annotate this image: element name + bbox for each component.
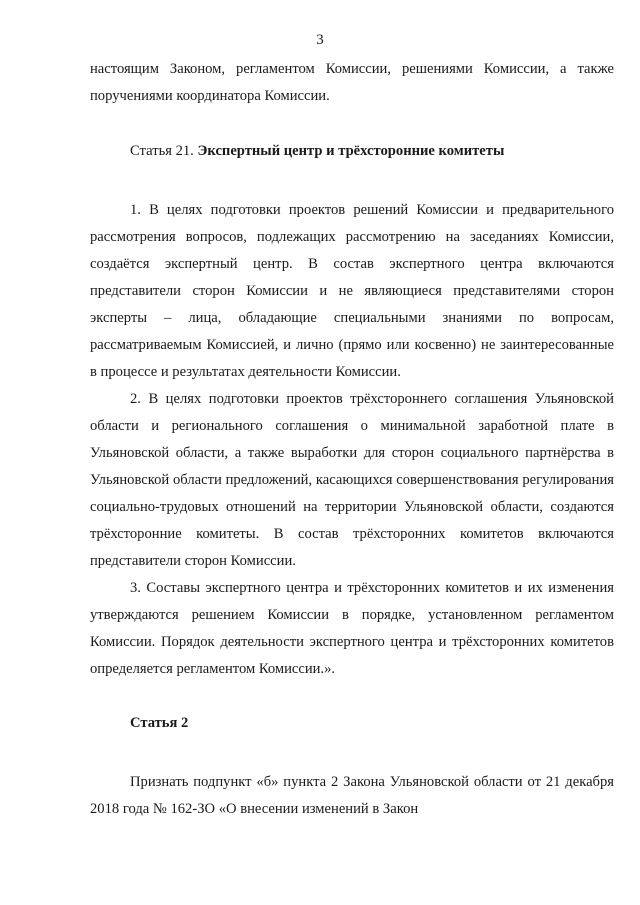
lead-paragraph: настоящим Законом, регламентом Комиссии, решениями Комиссии, а также поручениями координатора Комиссии. — [90, 61, 614, 104]
article-21-paragraph-1: 1. В целях подготовки проектов решений Комиссии и предварительного рассмотрения вопросов, подлежащих рассмотрению на заседаниях Комиссии, создаётся экспертный центр. В состав экспертного центра включаются представители сторон Комиссии и не являющиеся представителями сторон эксперты – лица, обладающие специальными знаниями по вопросам, рассматриваемым Комиссией, и лично (прямо или косвенно) не заинтересованные в процессе и результатах деятельности Комиссии. — [90, 202, 614, 380]
article-21-title: Экспертный центр и трёхсторонние комитеты — [197, 143, 505, 159]
article-21-paragraph-3: 3. Составы экспертного центра и трёхсторонних комитетов и их изменения утверждаются решением Комиссии в порядке, установленном регламентом Комиссии. Порядок деятельности экспертного центра и трёхсторонних комитетов определяется регламентом Комиссии.». — [90, 580, 614, 677]
article-2-heading: Статья 2 — [130, 715, 189, 731]
document-body — [90, 56, 614, 823]
article-21-prefix: Статья 21. — [130, 143, 194, 159]
article-21-paragraph-2: 2. В целях подготовки проектов трёхстороннего соглашения Ульяновской области и регионального соглашения о минимальной заработной плате в Ульяновской области, а также выработки для сторон социального партнёрства в Ульяновской области предложений, касающихся совершенствования регулирования социально-трудовых отношений на территории Ульяновской области, создаются трёхсторонние комитеты. В состав трёхсторонних комитетов включаются представители сторон Комиссии. — [90, 391, 614, 569]
page-number: 3 — [316, 32, 324, 48]
article-21-heading — [90, 138, 614, 165]
article-2-paragraph: Признать подпункт «б» пункта 2 Закона Ульяновской области от 21 декабря 2018 года № 162-ЗО «О внесении изменений в Закон — [90, 774, 614, 817]
